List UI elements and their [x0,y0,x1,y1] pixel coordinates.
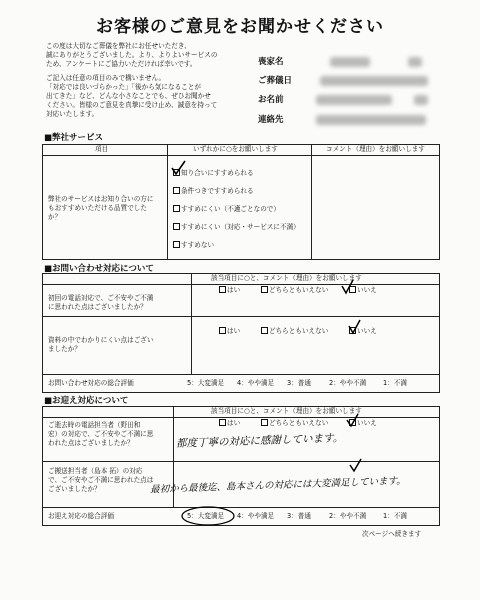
answer-neutral: どちらともいえない [269,286,329,294]
check-mark-icon [348,458,364,474]
checkbox[interactable] [219,419,226,426]
option-hard-to-recommend[interactable]: すすめにくい（不適ごとなので） [173,205,280,214]
answer-neutral: どちらともいえない [269,327,329,335]
col-item-header: 項目 [95,145,109,153]
contact-row [258,113,438,129]
pickup-header: 該当項目に○と、コメント（理由）をお願いします [211,407,362,415]
section-heading-pickup: ■お迎え対応について [44,396,129,406]
checkbox[interactable] [173,205,180,212]
pickup-q2: で、ご不安やご不満に思われた点は [48,476,154,484]
option-dissatisfied[interactable]: すすめにくい（対応・サービスに不満） [173,223,300,232]
scale-2: 2：やや不満 [329,512,367,520]
redacted-value [414,95,428,105]
intro-line: ため、アンケートにご協力いただければ幸いです。 [46,60,197,68]
intro-line: 「対応では良いづらかった」「後から気になることが [46,83,201,91]
service-question: もおすすめいただける品質でした [48,204,147,212]
inquiry-q1: 初回の電話対応で、ご不安やご不満 [48,294,154,302]
scale-1: 1：不満 [383,512,407,520]
inquiry-q1: に思われた点はございましたか？ [48,303,147,311]
intro-line: 対応いたします。 [46,110,99,118]
service-question: 弊社のサービスはお知り合いの方に [48,195,154,203]
redacted-value [316,115,426,125]
pickup-q1: ご逝去時の電話担当者（野田和 [48,421,141,429]
circle-mark-icon [181,505,237,527]
family-name-row [258,55,438,71]
col-choice-header: いずれかに○をお願いします [193,145,278,153]
pickup-q1: われた点はございましたか？ [48,439,134,447]
service-question: か？ [48,213,62,221]
intro-line: 誠にありがとうございました。より、よりよいサービスの [46,51,218,59]
scale-3: 3：普通 [287,379,311,387]
pickup-q2: ございましたか？ [48,485,101,493]
option-not-recommend[interactable]: すすめない [173,241,214,250]
section-heading-service: ■弊社サービス [44,133,104,143]
contact-label: 連絡先 [258,115,284,125]
pickup-total-label: お迎え対応の総合評価 [48,512,114,520]
name-label: お名前 [258,95,284,105]
scale-3: 3：普通 [287,512,311,520]
inquiry-q2: ましたか？ [48,345,81,353]
pickup-table [42,406,440,526]
checkbox[interactable] [173,187,180,194]
checkbox[interactable] [219,286,226,293]
inquiry-table [42,273,440,393]
family-name-label: 喪家名 [258,57,284,67]
service-table [42,144,440,260]
scale-4: 4：やや満足 [237,379,275,387]
check-mark-icon [170,160,190,180]
intro-line: この度は大切なご葬儀を弊社にお任せいただき、 [46,42,191,50]
answer-neutral: どちらともいえない [269,419,329,427]
inquiry-total-label: お問い合わせ対応の総合評価 [48,379,134,387]
redacted-value [320,76,428,86]
option-recommend[interactable]: 知り合いにすすめられる [173,169,254,178]
checkbox[interactable] [173,241,180,248]
checkbox[interactable] [219,327,226,334]
scale-5: 5：大変満足 [187,512,225,520]
answer-yes: はい [227,419,241,427]
pickup-q2: ご搬送担当者（島本 拓）の対応 [48,467,143,475]
answer-yes: はい [227,286,241,294]
intro-line: ご記入は任意の項目のみで構いません。 [46,74,166,82]
answer-no: いいえ [357,419,377,427]
name-row [258,93,438,109]
funeral-date-label: ご葬儀日 [258,76,293,86]
scale-4: 4：やや満足 [237,512,275,520]
answer-no: いいえ [357,327,377,335]
answer-no: いいえ [357,286,377,294]
col-comment-header: コメント（理由）をお願いします [326,145,425,153]
checkbox[interactable] [261,327,268,334]
checkbox[interactable] [261,286,268,293]
check-mark-icon [347,318,363,336]
checkbox[interactable] [173,223,180,230]
check-mark-icon [340,278,356,296]
option-conditional[interactable]: 条件つきですすめられる [173,187,254,196]
scale-1: 1：不満 [383,379,407,387]
scale-5: 5：大変満足 [187,379,225,387]
redacted-value [330,57,370,67]
section-heading-inquiry: ■お問い合わせ対応について [44,264,154,274]
pickup-q1: 宏）の対応で、ご不安やご不満に思 [48,430,154,438]
handwritten-comment: 最初から最後迄、島本さんの対応には大変満足しています。 [149,475,406,496]
answer-yes: はい [227,327,241,335]
checkbox[interactable] [261,419,268,426]
handwritten-comment: 都度丁寧の対応に感謝しています。 [175,432,344,450]
inquiry-header: 該当項目に○と、コメント（理由）をお願いします [211,274,362,282]
intro-line: ください。皆様のご意見を真摯に受け止め、誠意を持って [46,101,218,109]
redacted-value [316,95,392,105]
next-page-note: 次ページへ続きます [362,530,422,538]
funeral-date-row [258,74,438,90]
intro-line: 出てきた」など、どんな小さなことでも、ぜひお聞かせ [46,92,211,100]
redacted-value [408,57,422,67]
check-mark-icon [345,413,361,429]
page-title: お客様のご意見をお聞かせください [96,17,384,37]
scale-2: 2：やや不満 [329,379,367,387]
inquiry-q2: 資料の中でわかりにくい点はござい [48,336,154,344]
